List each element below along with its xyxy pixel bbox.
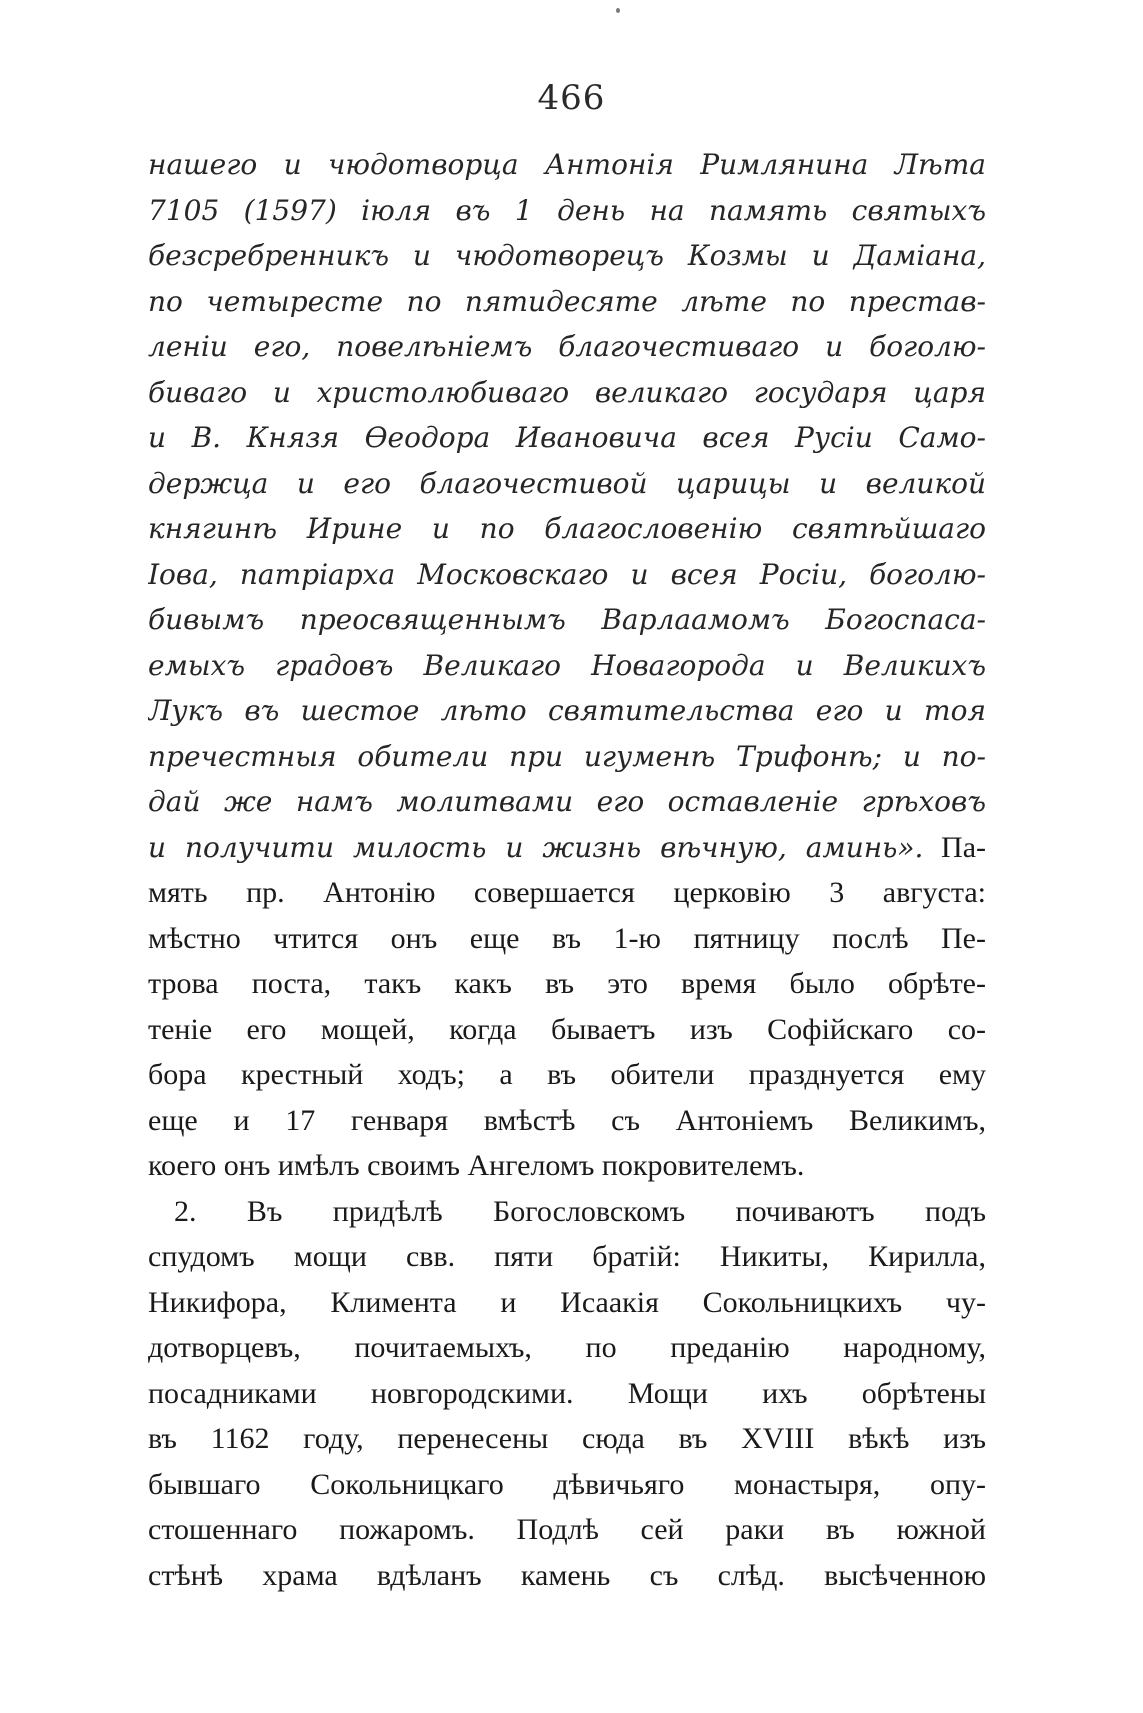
text-line: Лукъ въ шестое лѣто святительства его и тоя bbox=[148, 694, 986, 727]
text-line: бивымъ преосвященнымъ Варлаамомъ Богоспаса- bbox=[148, 603, 986, 636]
text-line: биваго и христолюбиваго великаго государя царя bbox=[148, 375, 986, 409]
quote-end: и получити милость и жизнь вѣчную, аминь». bbox=[148, 830, 924, 864]
text-line: безсребренникъ и чюдотворецъ Козмы и Даміана, bbox=[148, 239, 986, 272]
text-line: теніе его мощей, когда бываетъ изъ Софійскаго со- bbox=[148, 1012, 986, 1046]
text-line-mixed bbox=[148, 825, 986, 871]
text-line: нашего и чюдотворца Антонія Римлянина Лѣта bbox=[148, 148, 986, 181]
text-line: и В. Князя Ѳеодора Ивановича всея Русіи Само- bbox=[148, 421, 986, 454]
text-line: въ 1162 году, перенесены сюда въ XVIII вѣкѣ изъ bbox=[148, 1422, 986, 1455]
text-line: стѣнѣ храма вдѣланъ камень съ слѣд. высѣченною bbox=[148, 1558, 986, 1592]
text-line: леніи его, повелѣніемъ благочестиваго и боголю- bbox=[148, 330, 986, 363]
text-line: дотворцевъ, почитаемыхъ, по преданію народному, bbox=[148, 1331, 986, 1364]
text-line: стошеннаго пожаромъ. Подлѣ сей раки въ южной bbox=[148, 1513, 986, 1546]
text-line: 7105 (1597) іюля въ 1 день на память святыхъ bbox=[148, 193, 986, 227]
text-line: мять пр. Антонію совершается церковію 3 августа: bbox=[148, 876, 986, 909]
text-line: княгинѣ Ирине и по благословенію святѣйшаго bbox=[148, 512, 986, 545]
text-line: спудомъ мощи свв. пяти братій: Никиты, Кирилла, bbox=[148, 1240, 986, 1273]
page-number: 466 bbox=[537, 78, 606, 118]
paragraph-first-line: 2. Въ придѣлѣ Богословскомъ почиваютъ подъ bbox=[174, 1194, 986, 1228]
body-text bbox=[148, 142, 986, 1598]
text-line: посадниками новгородскими. Мощи ихъ обрѣтены bbox=[148, 1376, 986, 1410]
text-line: мѣстно чтится онъ еще въ 1-ю пятницу послѣ Пе- bbox=[148, 921, 986, 955]
text-line: держца и его благочестивой царицы и великой bbox=[148, 466, 986, 500]
text-line: Іова, патріарха Московскаго и всея Росіи, боголю- bbox=[148, 557, 986, 591]
text-line: Никифора, Климента и Исаакія Сокольницкихъ чу- bbox=[148, 1285, 986, 1319]
text-line: дай же намъ молитвами его оставленіе грѣховъ bbox=[148, 785, 986, 818]
text-line: емыхъ градовъ Великаго Новагорода и Великихъ bbox=[148, 648, 986, 682]
text-line: трова поста, такъ какъ въ это время было обрѣте- bbox=[148, 967, 986, 1000]
text-continuation: Па- bbox=[923, 830, 986, 864]
text-line: бора крестный ходъ; а въ обители празднуется ему bbox=[148, 1058, 986, 1091]
paper-speck bbox=[616, 8, 620, 13]
text-line: по четыресте по пятидесяте лѣте по престав- bbox=[148, 284, 986, 318]
paragraph-last-line: коего онъ имѣлъ своимъ Ангеломъ покровителемъ. bbox=[148, 1149, 805, 1182]
text-line: пречестныя обители при игуменѣ Трифонѣ; и по- bbox=[148, 739, 986, 773]
text-line: еще и 17 генваря вмѣстѣ съ Антоніемъ Великимъ, bbox=[148, 1103, 986, 1137]
text-line: бывшаго Сокольницкаго дѣвичьяго монастыря, опу- bbox=[148, 1467, 986, 1501]
